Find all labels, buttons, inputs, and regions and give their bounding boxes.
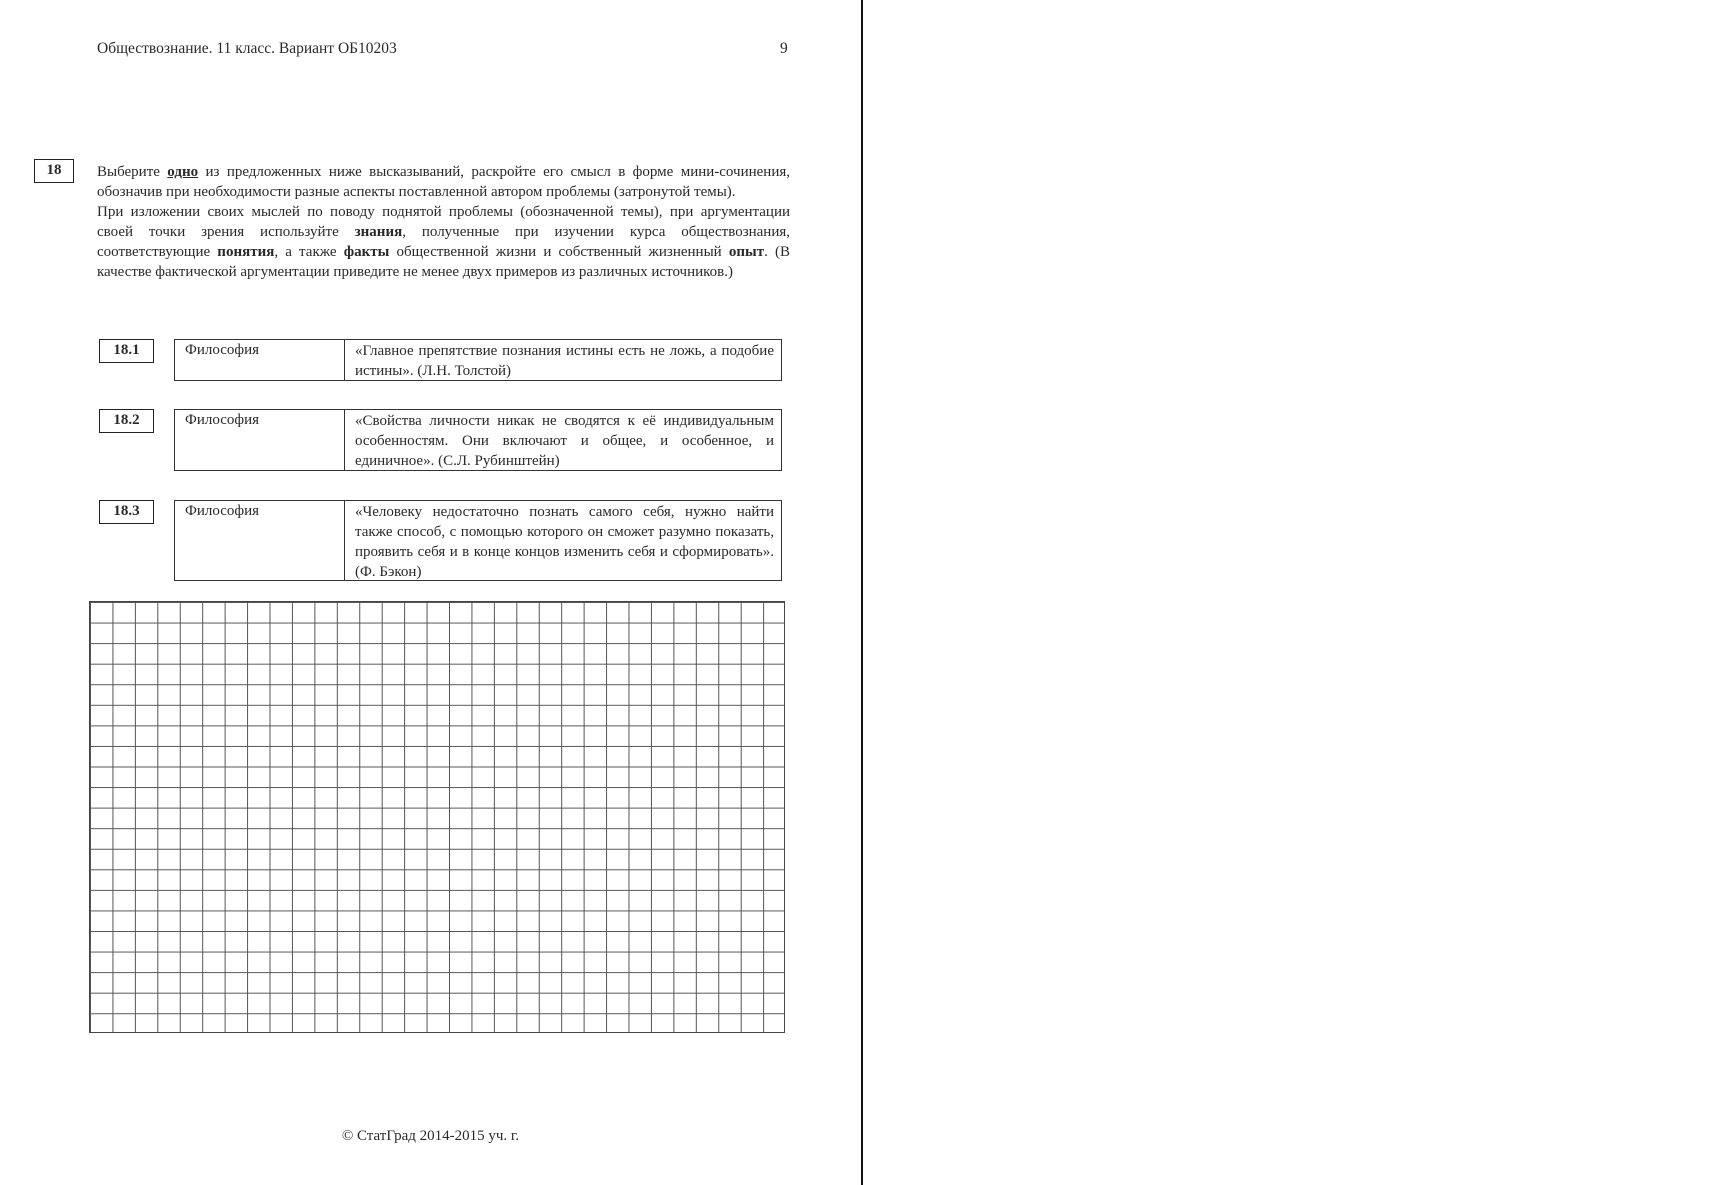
emphasis-experience: опыт <box>728 244 765 260</box>
variant-number-18-1: 18.1 <box>99 339 154 363</box>
instruction-paragraph-2: При изложении своих мыслей по поводу поднятой проблемы (обозначенной темы), при аргументации своей точки зрения используйте знания, полученные при изучении курса обществознания, соответствующие понятия, а также факты общественной жизни и собственный жизненный опыт. (В качестве фактической аргументации приведите не менее двух примеров из различных источников.) <box>97 204 791 280</box>
variant-18-3 <box>174 500 782 581</box>
emphasis-knowledge: знания <box>354 224 403 240</box>
instruction-paragraph-1: Выберите одно из предложенных ниже высказываний, раскройте его смысл в форме мини-сочинения, обозначив при необходимости разные аспекты поставленной автором проблемы (затронутой темы). <box>97 164 790 200</box>
answer-grid[interactable] <box>89 601 785 1033</box>
page-divider <box>861 0 863 1185</box>
page-footer: © СтатГрад 2014-2015 уч. г. <box>341 1128 520 1144</box>
emphasis-facts: факты <box>343 244 390 260</box>
variant-category: Философия <box>175 410 345 470</box>
variant-category: Философия <box>175 501 345 580</box>
variant-number-18-2: 18.2 <box>99 409 154 433</box>
emphasis-concepts: понятия <box>217 244 275 260</box>
variant-number-18-3: 18.3 <box>99 500 154 524</box>
variant-18-2 <box>174 409 782 471</box>
page-number: 9 <box>780 40 788 57</box>
variant-quote: «Главное препятствие познания истины есть не ложь, а подобие истины». (Л.Н. Толстой) <box>355 343 774 379</box>
task-instructions <box>97 162 790 282</box>
emphasis-one: одно <box>167 164 199 180</box>
variant-18-1 <box>174 339 782 381</box>
variant-quote: «Человеку недостаточно познать самого себя, нужно найти также способ, с помощью которого он сможет разумно показать, проявить себя и в конце концов изменить себя и сформировать». (Ф. Бэкон) <box>355 504 774 580</box>
task-number-box: 18 <box>34 159 74 183</box>
variant-category: Философия <box>175 340 345 380</box>
variant-quote: «Свойства личности никак не сводятся к её индивидуальным особенностям. Они включают и общее, и особенное, и единичное». (С.Л. Рубинштейн) <box>355 413 774 469</box>
page-header-subject: Обществознание. 11 класс. Вариант ОБ10203 <box>97 40 397 57</box>
